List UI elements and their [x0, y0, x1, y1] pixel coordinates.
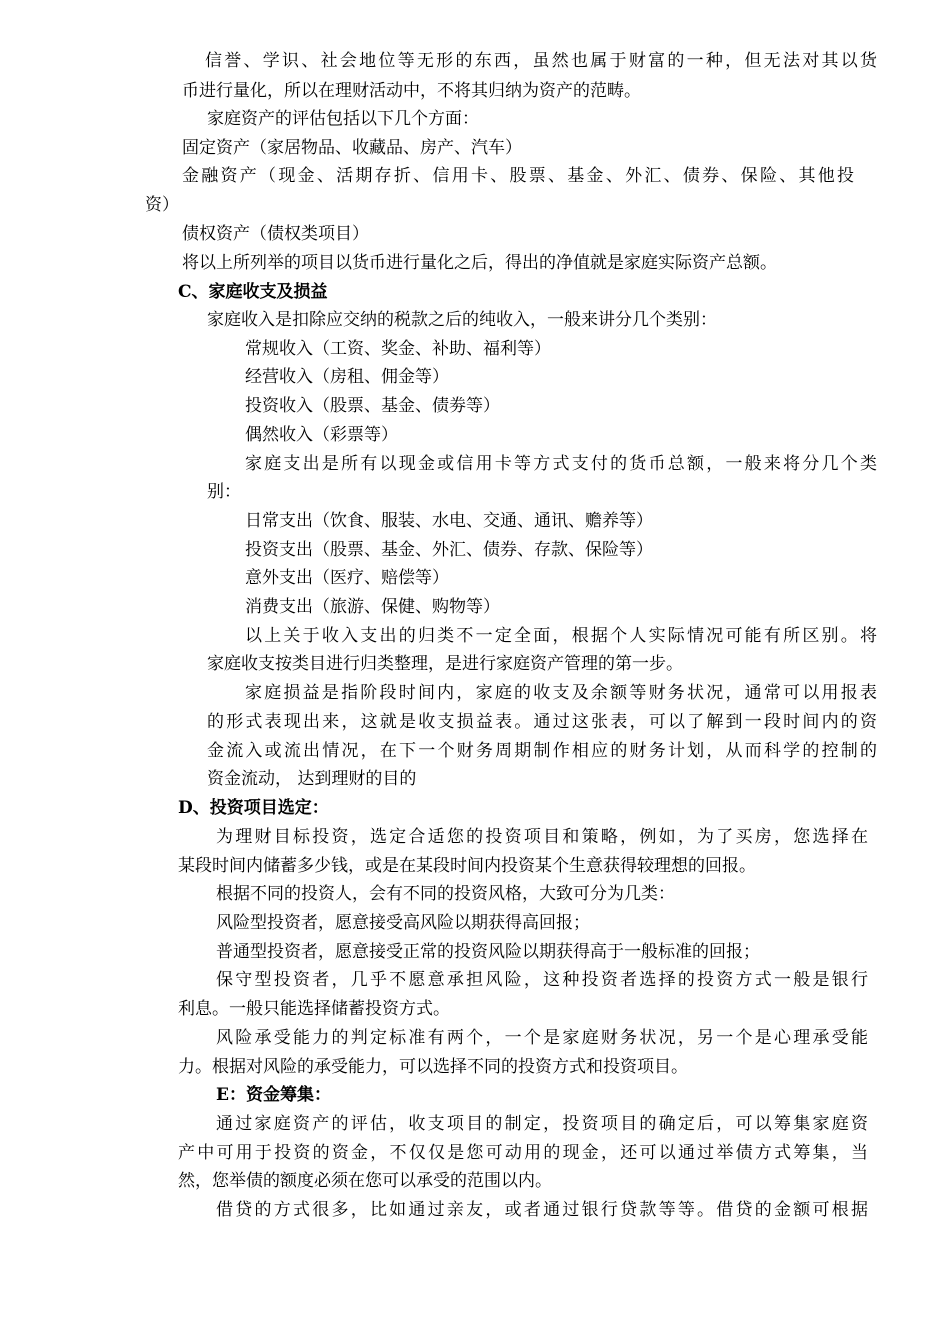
list-item: 普通型投资者，愿意接受正常的投资风险以期获得高于一般标准的回报；	[216, 942, 760, 962]
paragraph-line: 别：	[207, 482, 241, 502]
heading-text: ：资金筹集：	[228, 1085, 331, 1105]
paragraph-line: 以上关于收入支出的归类不一定全面，根据个人实际情况可能有所区别。将	[245, 626, 877, 646]
list-item: 金融资产（现金、活期存折、信用卡、股票、基金、外汇、债券、保险、其他投	[182, 166, 854, 186]
section-heading-e	[216, 1084, 331, 1106]
paragraph-line: 资金流动， 达到理财的目的	[207, 769, 417, 789]
heading-letter: D	[178, 798, 193, 818]
section-heading-c	[178, 281, 328, 303]
paragraph-line: 然，您举债的额度必须在您可以承受的范围以内。	[178, 1171, 552, 1191]
paragraph-line: 通过家庭资产的评估，收支项目的制定，投资项目的确定后，可以筹集家庭资	[216, 1114, 868, 1134]
list-item: 意外支出（医疗、赔偿等）	[245, 568, 449, 588]
paragraph-line: 信誉、学识、社会地位等无形的东西，虽然也属于财富的一种，但无法对其以货	[205, 51, 877, 71]
paragraph-line: 家庭支出是所有以现金或信用卡等方式支付的货币总额，一般来将分几个类	[245, 454, 877, 474]
list-item: 日常支出（饮食、服装、水电、交通、通讯、赡养等）	[245, 511, 653, 531]
paragraph-line: 利息。一般只能选择储蓄投资方式。	[178, 999, 450, 1019]
heading-text: 、家庭收支及损益	[191, 282, 328, 302]
list-item: 经营收入（房租、佣金等）	[245, 367, 449, 387]
list-item: 固定资产（家居物品、收藏品、房产、汽车）	[182, 138, 522, 158]
list-item: 偶然收入（彩票等）	[245, 425, 398, 445]
paragraph-line: 币进行量化，所以在理财活动中，不将其归纳为资产的范畴。	[182, 81, 641, 101]
paragraph-line: 家庭收入是扣除应交纳的税款之后的纯收入，一般来讲分几个类别：	[207, 310, 717, 330]
heading-text: 、投资项目选定：	[192, 798, 329, 818]
paragraph-line: 根据不同的投资人，会有不同的投资风格，大致可分为几类：	[216, 884, 675, 904]
list-item: 保守型投资者，几乎不愿意承担风险，这种投资者选择的投资方式一般是银行	[216, 970, 868, 990]
paragraph-line: 将以上所列举的项目以货币进行量化之后，得出的净值就是家庭实际资产总额。	[182, 253, 777, 273]
paragraph-line: 某段时间内储蓄多少钱，或是在某段时间内投资某个生意获得较理想的回报。	[178, 856, 756, 876]
list-item: 常规收入（工资、奖金、补助、福利等）	[245, 339, 551, 359]
paragraph-line: 为理财目标投资，选定合适您的投资项目和策略，例如，为了买房，您选择在	[216, 827, 868, 847]
list-item: 风险型投资者，愿意接受高风险以期获得高回报；	[216, 913, 590, 933]
section-heading-d	[178, 797, 329, 819]
paragraph-line: 家庭资产的评估包括以下几个方面：	[207, 109, 479, 129]
paragraph-line: 金流入或流出情况，在下一个财务周期制作相应的财务计划，从而科学的控制的	[207, 741, 877, 761]
list-item: 债权资产（债权类项目）	[182, 224, 369, 244]
list-item: 投资支出（股票、基金、外汇、债券、存款、保险等）	[245, 540, 653, 560]
paragraph-line: 家庭收支按类目进行归类整理，是进行家庭资产管理的第一步。	[207, 654, 683, 674]
heading-letter: C	[178, 282, 192, 302]
list-item: 消费支出（旅游、保健、购物等）	[245, 597, 500, 617]
paragraph-line: 的形式表现出来，这就是收支损益表。通过这张表，可以了解到一段时间内的资	[207, 712, 877, 732]
paragraph-line: 产中可用于投资的资金，不仅仅是您可动用的现金，还可以通过举债方式筹集，当	[178, 1143, 868, 1163]
list-item: 投资收入（股票、基金、债劵等）	[245, 396, 500, 416]
paragraph-line: 借贷的方式很多，比如通过亲友，或者通过银行贷款等等。借贷的金额可根据	[216, 1200, 868, 1220]
paragraph-line: 家庭损益是指阶段时间内，家庭的收支及余额等财务状况，通常可以用报表	[245, 683, 877, 703]
heading-letter: E	[216, 1085, 229, 1105]
paragraph-line: 风险承受能力的判定标准有两个，一个是家庭财务状况，另一个是心理承受能	[216, 1028, 868, 1048]
list-item-continuation: 资）	[145, 195, 179, 215]
paragraph-line: 力。根据对风险的承受能力，可以选择不同的投资方式和投资项目。	[178, 1057, 688, 1077]
